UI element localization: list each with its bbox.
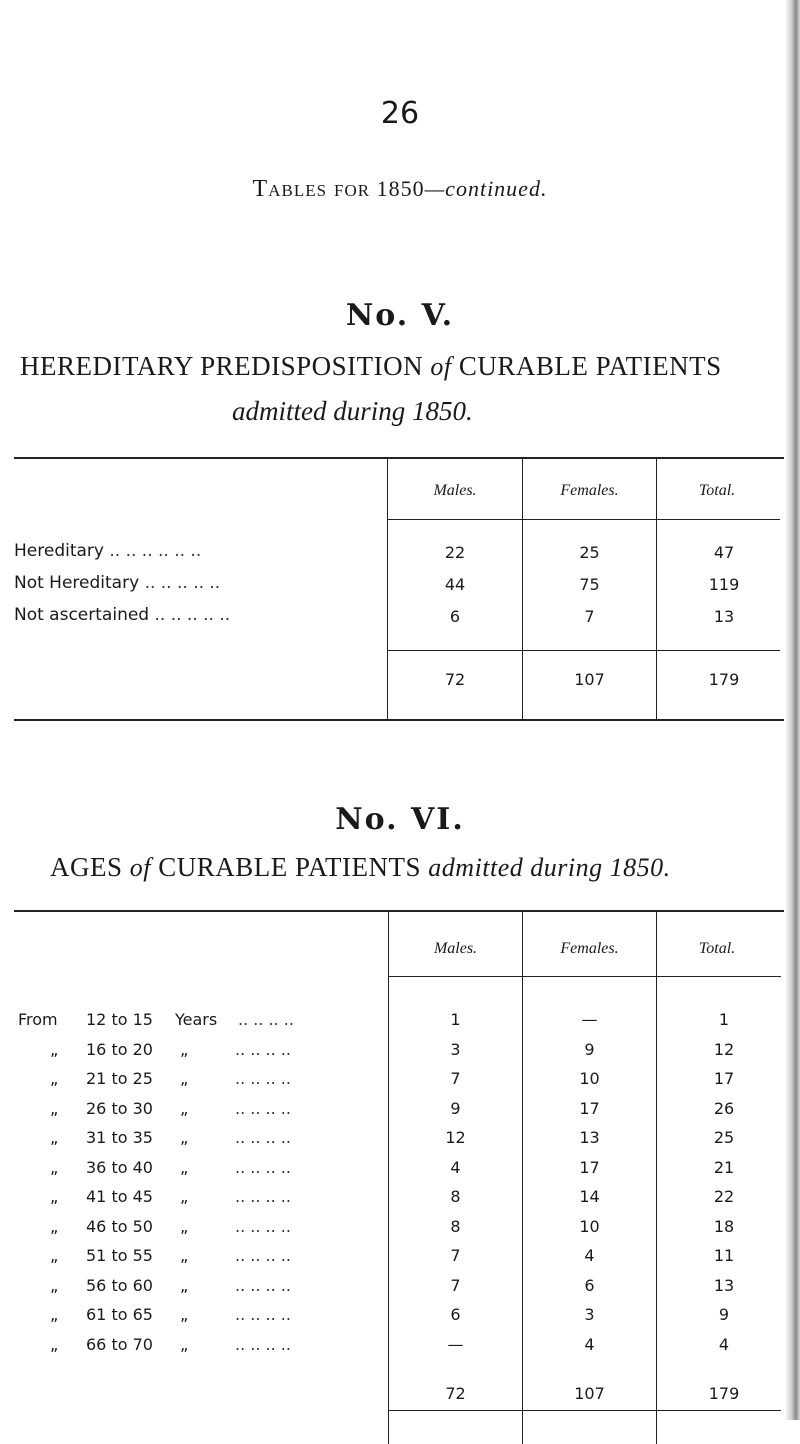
leader-dots: .. .. .. ..	[235, 1040, 291, 1059]
age-unit: „	[180, 1040, 189, 1059]
cell-total: 47	[713, 543, 735, 562]
table-row	[14, 541, 201, 561]
table5-bottom-rule	[14, 719, 784, 721]
age-unit: „	[180, 1158, 189, 1177]
table6-col-divider-1	[388, 912, 389, 1444]
cell-total: 25	[713, 1128, 735, 1147]
leader-dots: .. .. .. ..	[235, 1246, 291, 1265]
table5-title-left: HEREDITARY PREDISPOSITION	[20, 351, 424, 381]
cell-males: 22	[444, 543, 466, 562]
table6-col-divider-3	[656, 912, 657, 1444]
table6-title-mid: CURABLE PATIENTS	[158, 852, 422, 882]
table-row	[14, 605, 230, 625]
cell-males: 7	[450, 1276, 461, 1295]
cell-females: 7	[584, 607, 595, 626]
cell-males: 9	[450, 1099, 461, 1118]
age-range: 16 to 20	[86, 1040, 153, 1059]
table6-header-males: Males.	[433, 940, 478, 957]
cell-males: 1	[450, 1010, 461, 1029]
leader-dots: .. .. .. ..	[235, 1217, 291, 1236]
title-year: 1850	[376, 176, 425, 201]
table6-title-right: admitted during 1850.	[428, 853, 671, 882]
age-unit: „	[180, 1276, 189, 1295]
age-prefix: „	[50, 1276, 59, 1295]
table6-number: No. VI.	[335, 802, 465, 837]
cell-females: 9	[584, 1040, 595, 1059]
cell-total: 22	[713, 1187, 735, 1206]
table5-subtitle: admitted during 1850.	[232, 396, 473, 426]
age-unit: „	[180, 1069, 189, 1088]
cell-total: 119	[708, 575, 740, 594]
cell-males: 7	[450, 1069, 461, 1088]
cell-total: 13	[713, 607, 735, 626]
leader-dots: .. .. .. ..	[238, 1010, 294, 1029]
age-prefix: „	[50, 1040, 59, 1059]
cell-males: —	[447, 1335, 464, 1354]
cell-females: 13	[579, 1128, 600, 1147]
cell-females: 4	[584, 1335, 595, 1354]
leader-dots: .. .. .. .. ..	[154, 605, 231, 625]
table5-title-right: CURABLE PATIENTS	[458, 351, 722, 381]
total-total: 179	[708, 670, 740, 689]
leader-dots: .. .. .. ..	[235, 1128, 291, 1147]
table5-header-females: Females.	[560, 482, 619, 499]
total-females: 107	[574, 1384, 605, 1403]
table6-sum-rule	[389, 1410, 781, 1411]
cell-total: 17	[713, 1069, 735, 1088]
running-title	[0, 176, 800, 203]
leader-dots: .. .. .. ..	[235, 1187, 291, 1206]
cell-total: 12	[713, 1040, 735, 1059]
total-males: 72	[445, 1384, 466, 1403]
age-unit: Years	[175, 1010, 218, 1029]
page-edge-shadow	[786, 0, 800, 1420]
cell-total: 11	[713, 1246, 735, 1265]
cell-total: 1	[718, 1010, 730, 1029]
age-range: 41 to 45	[86, 1187, 153, 1206]
age-range: 51 to 55	[86, 1246, 153, 1265]
table6-col-divider-2	[522, 912, 523, 1444]
row-label: Not Hereditary	[14, 573, 140, 593]
total-total: 179	[708, 1384, 740, 1403]
cell-total: 18	[713, 1217, 735, 1236]
cell-females: 14	[579, 1187, 600, 1206]
table5-sum-rule	[388, 650, 780, 651]
cell-females: 10	[579, 1217, 600, 1236]
table5-number: No. V.	[345, 298, 455, 333]
table5-header-total: Total.	[698, 482, 736, 499]
title-prefix: Tables for	[252, 176, 371, 202]
age-unit: „	[180, 1217, 189, 1236]
age-prefix: „	[50, 1335, 59, 1354]
age-range: 12 to 15	[86, 1010, 153, 1029]
cell-males: 4	[450, 1158, 461, 1177]
cell-males: 44	[444, 575, 466, 594]
age-range: 56 to 60	[86, 1276, 153, 1295]
age-prefix: „	[50, 1158, 59, 1177]
age-range: 31 to 35	[86, 1128, 153, 1147]
cell-males: 6	[449, 607, 461, 626]
table6-header-total: Total.	[698, 940, 736, 957]
table6-title-left: AGES	[50, 852, 123, 882]
leader-dots: .. .. .. ..	[235, 1158, 291, 1177]
age-prefix: „	[50, 1069, 59, 1088]
age-range: 46 to 50	[86, 1217, 153, 1236]
age-prefix: „	[50, 1099, 59, 1118]
cell-females: 75	[579, 575, 600, 594]
cell-total: 26	[713, 1099, 735, 1118]
cell-males: 6	[450, 1305, 461, 1324]
age-prefix: „	[50, 1217, 59, 1236]
age-unit: „	[180, 1335, 189, 1354]
table5-title	[20, 351, 722, 382]
cell-total: 21	[713, 1158, 735, 1177]
cell-males: 12	[445, 1128, 466, 1147]
leader-dots: .. .. .. ..	[235, 1099, 291, 1118]
row-label: Not ascertained	[14, 605, 150, 625]
cell-males: 8	[450, 1187, 461, 1206]
age-unit: „	[180, 1128, 189, 1147]
age-prefix: „	[50, 1128, 59, 1147]
cell-females: 17	[579, 1099, 600, 1118]
age-unit: „	[180, 1246, 189, 1265]
age-range: 26 to 30	[86, 1099, 153, 1118]
table6-header-rule	[389, 976, 781, 977]
age-unit: „	[180, 1187, 189, 1206]
cell-females: 4	[584, 1246, 595, 1265]
total-females: 107	[574, 670, 605, 689]
leader-dots: .. .. .. .. ..	[144, 573, 221, 593]
age-range: 36 to 40	[86, 1158, 153, 1177]
table6-header-females: Females.	[560, 940, 619, 957]
row-label: Hereditary	[14, 541, 104, 561]
cell-females: 6	[584, 1276, 595, 1295]
table6-title-of: of	[129, 853, 151, 882]
table6-title	[50, 852, 671, 883]
cell-males: 8	[450, 1217, 461, 1236]
leader-dots: .. .. .. ..	[235, 1305, 291, 1324]
table5-title-of: of	[430, 352, 452, 381]
cell-males: 3	[450, 1040, 461, 1059]
age-prefix: „	[50, 1246, 59, 1265]
age-prefix: „	[50, 1305, 59, 1324]
leader-dots: .. .. .. ..	[235, 1069, 291, 1088]
cell-females: 10	[579, 1069, 600, 1088]
age-range: 66 to 70	[86, 1335, 153, 1354]
age-unit: „	[180, 1305, 189, 1324]
age-prefix: From	[18, 1010, 58, 1029]
age-range: 61 to 65	[86, 1305, 153, 1324]
cell-total: 4	[718, 1335, 730, 1354]
leader-dots: .. .. .. ..	[235, 1276, 291, 1295]
table5-header-rule	[388, 519, 780, 520]
cell-total: 9	[718, 1305, 730, 1324]
cell-males: 7	[450, 1246, 461, 1265]
cell-total: 13	[713, 1276, 735, 1295]
cell-females: 3	[584, 1305, 595, 1324]
page-number: 26	[380, 96, 420, 131]
table6-top-rule	[14, 910, 784, 912]
table5-header-males: Males.	[433, 482, 477, 499]
cell-females: 25	[579, 543, 600, 562]
cell-females: 17	[579, 1158, 600, 1177]
age-range: 21 to 25	[86, 1069, 153, 1088]
title-continued: —continued.	[424, 176, 548, 201]
table5-top-rule	[14, 457, 784, 459]
age-unit: „	[180, 1099, 189, 1118]
total-males: 72	[444, 670, 466, 689]
table-row	[14, 573, 220, 593]
age-prefix: „	[50, 1187, 59, 1206]
leader-dots: .. .. .. ..	[235, 1335, 291, 1354]
leader-dots: .. .. .. .. .. ..	[109, 541, 202, 561]
cell-females: —	[581, 1010, 598, 1029]
